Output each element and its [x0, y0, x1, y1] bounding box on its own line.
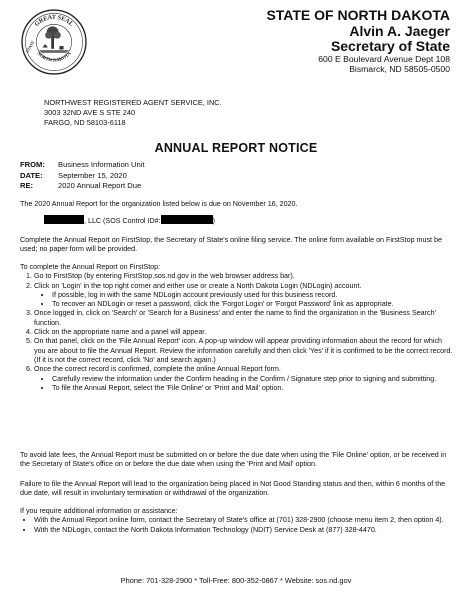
complete-text: Complete the Annual Report on FirstStop, the Secretary of State's online filing service. The online form available on FirstStop must be used; no paper form will be provided.: [20, 236, 442, 254]
step-5: [34, 337, 454, 365]
steps-intro: To complete the Annual Report on FirstStop:: [20, 263, 161, 271]
assistance-item: • With the Annual Report online form, contact the Secretary of State's office at (701) 328-2900 (choose menu item 2, then option 4).: [34, 516, 454, 525]
late-fees-paragraph: [20, 451, 454, 470]
seal-bottom-text: NORTH DAKOTA: [35, 51, 73, 64]
step-4: [34, 328, 454, 337]
organization-line: [44, 215, 454, 226]
letterhead: [266, 8, 450, 74]
official-title: Secretary of State: [330, 38, 450, 55]
date-label: DATE:: [20, 170, 43, 180]
step-4-text: Click on the appropriate name and a panel will appear.: [34, 328, 207, 337]
step-6-text: Once the correct record is confirmed, complete the online Annual Report form.: [34, 365, 281, 374]
state-seal-icon: [20, 8, 88, 76]
step-2-sub-list: [34, 291, 454, 310]
from-label: FROM:: [20, 160, 45, 169]
official-name: Alvin A. Jaeger: [349, 22, 450, 39]
from-value: Business Information Unit: [58, 160, 145, 169]
step-1: [34, 272, 454, 281]
failure-text: Failure to file the Annual Report will lead to the organization being placed in Not Good Standing status and then, within 6 months of the due date, will result in involuntary termination or withdrawal of the organization.: [20, 480, 446, 498]
memo-meta: [20, 160, 145, 192]
steps-section: [20, 263, 454, 393]
re-row: [20, 181, 145, 192]
seal-side-text: STATE: [24, 39, 36, 54]
step-6: [34, 365, 454, 393]
intro-text: The 2020 Annual Report for the organization listed below is due on November 16, 2020.: [20, 200, 298, 208]
org-suffix: , LLC (SOS Control ID#:: [84, 217, 161, 225]
from-row: [20, 160, 145, 171]
date-value: September 15, 2020: [58, 170, 127, 180]
redacted-control-id: [161, 215, 213, 224]
step-6-sub-item: • Carefully review the information under the Confirm heading in the Confirm / Signature step prior to signing and submitting.: [52, 375, 454, 384]
step-1-text: Go to FirstStop (by entering FirstStop.sos.nd.gov in the web browser address bar).: [34, 272, 295, 281]
step-5-text: On that panel, click on the 'File Annual Report' icon. A pop-up window will appear providing information about the record for which you are about to file the Annual Report. Review the information carefully and then click 'Yes' if it is confirmed to be the correct record. (If it is not the correct record, click 'No' and search again.): [34, 337, 453, 364]
step-3: [34, 309, 454, 328]
step-6-sub-list: [34, 375, 454, 394]
svg-text:GREAT SEAL: [34, 15, 74, 28]
state-heading: STATE OF NORTH DAKOTA: [266, 7, 450, 23]
steps-list: [20, 272, 454, 393]
date-row: [20, 171, 145, 182]
org-close: ): [212, 217, 215, 225]
address-line-2: Bismarck, ND 58505-0500: [349, 63, 450, 74]
recipient-line-2: 3003 32ND AVE S STE 240: [44, 107, 136, 117]
assistance-item: • With the NDLogin, contact the North Dakota Information Technology (NDIT) Service Desk at (877) 328-4470.: [34, 526, 454, 535]
late-fees-text: To avoid late fees, the Annual Report must be submitted on or before the due date when using the 'File Online' option, or be received in the Secretary of State's office on or before the due date when using the 'Print and Mail' option.: [20, 451, 447, 469]
assistance-list: [20, 516, 454, 535]
recipient-address: [44, 98, 222, 128]
assistance-intro: If you require additional information or assistance:: [20, 507, 178, 515]
address-line-1: 600 E Boulevard Avenue Dept 108: [318, 54, 450, 65]
failure-paragraph: [20, 480, 454, 499]
step-2-text: Click on 'Login' in the top right corner and either use or create a North Dakota Login (NDLogin) account.: [34, 281, 362, 290]
step-2: [34, 282, 454, 310]
intro-paragraph: [20, 200, 454, 209]
re-label: RE:: [20, 181, 34, 191]
redacted-org-name: [44, 215, 84, 224]
contact-footer: Phone: 701-328-2900 * Toll-Free: 800-352-0867 * Website: sos.nd.gov: [120, 576, 352, 585]
recipient-line-1: NORTHWEST REGISTERED AGENT SERVICE, INC.: [44, 98, 222, 107]
seal-top-text: GREAT SEAL: [34, 14, 74, 28]
step-2-sub-item: • To recover an NDLogin or reset a password, click the 'Forgot Login' or 'Forgot Password' link as appropriate.: [52, 300, 454, 309]
step-6-sub-item: • To file the Annual Report, select the 'File Online' or 'Print and Mail' option.: [52, 384, 454, 393]
step-2-sub-item: • If possible, log in with the same NDLogin account previously used for this business record.: [52, 291, 454, 300]
notice-title: ANNUAL REPORT NOTICE: [154, 141, 318, 155]
assistance-section: [20, 507, 454, 535]
re-value: 2020 Annual Report Due: [58, 181, 142, 191]
complete-paragraph: [20, 236, 454, 255]
recipient-line-3: FARGO, ND 58103-6118: [44, 117, 126, 127]
step-3-text: Once logged in, click on 'Search' or 'Search for a Business' and enter the name to find the organization in the 'Business Search' function.: [34, 309, 436, 327]
